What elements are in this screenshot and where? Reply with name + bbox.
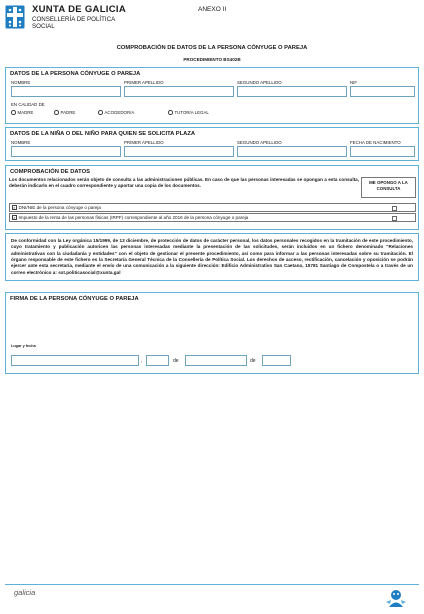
child-first-surname-field[interactable]	[124, 146, 234, 157]
role-radio-legal-guardian[interactable]: TUTOR/A LEGAL	[168, 110, 209, 115]
spouse-first-surname-field[interactable]	[124, 86, 234, 97]
role-radio-father[interactable]: PADRE	[54, 110, 75, 115]
data-protection-notice	[5, 233, 419, 281]
signature-section	[5, 292, 419, 374]
verification-text: Los documentos relacionados serán objeto de consulta a las administraciones públicas. En caso de que las personas interesadas se opongan a esta consulta, deberán indicarlo en el cuadro correspondiente y aportar una copia de los documentos.	[9, 177, 359, 189]
role-radio-mother[interactable]: MADRE	[11, 110, 33, 115]
month-field[interactable]	[185, 355, 247, 366]
procedure-code: PROCEDIMIENTO BS402B	[183, 57, 241, 62]
notice-email: sxt.politicasocial@xunta.gal	[58, 269, 121, 275]
child-name-label: NOMBRE	[11, 140, 31, 145]
place-date-label: Lugar y fecha	[11, 344, 36, 348]
logo-title: XUNTA DE GALICIA	[32, 4, 126, 15]
oppose-dni-checkbox[interactable]	[392, 206, 397, 211]
xunta-logo	[5, 4, 135, 36]
comma-separator: ,	[141, 358, 143, 364]
footer-divider	[5, 584, 419, 585]
verification-section-heading: COMPROBACIÓN DE DATOS	[10, 169, 90, 175]
role-label: EN CALIDAD DE	[11, 102, 45, 107]
notice-text: De conformidad con la Ley orgánica 15/1999, de 13 diciembre, de protección de datos de carácter personal, los datos personales recogidos en la tramitación de este procedimiento, cuyo tratamiento y publicación autoricen las personas interesadas mediante la presentación de las solicitudes, serán incluidos en un fichero denominado "Relaciones administrativas con la ciudadanía y entidades" con el objeto de gestionar el presente procedimiento, así como para informar a las personas interesadas sobre su tramitación. El órgano responsable de este fichero es la Secretaría General Técnica de la Consellería de Política Social. Los derechos de acceso, rectificación, cancelación y oposición se podrán ejercer ante esta secretaría, mediante el envío de una comunicación a la siguiente dirección: Edificio Administrativo San Caetano, 15781 Santiago de Compostela o a través de un correo electrónico a:	[11, 238, 413, 275]
spouse-second-surname-label: SEGUNDO APELLIDO	[237, 80, 282, 85]
radio-circle-icon	[11, 110, 16, 115]
document-row-dni: × DNI/NIE de la persona cónyuge o pareja	[9, 203, 416, 212]
child-birth-date-label: FECHA DE NACIMIENTO	[350, 140, 401, 145]
child-first-surname-label: PRIMER APELLIDO	[124, 140, 164, 145]
child-data-section	[5, 127, 419, 161]
document-title: COMPROBACIÓN DE DATOS DE LA PERSONA CÓNYUGE O PAREJA	[116, 45, 308, 51]
checked-icon: ×	[13, 215, 16, 221]
spouse-second-surname-field[interactable]	[237, 86, 347, 97]
child-second-surname-field[interactable]	[237, 146, 347, 157]
spouse-first-surname-label: PRIMER APELLIDO	[124, 80, 164, 85]
child-second-surname-label: SEGUNDO APELLIDO	[237, 140, 282, 145]
data-verification-section	[5, 165, 419, 230]
de-separator-1: de	[173, 358, 179, 364]
spouse-nif-field[interactable]	[350, 86, 415, 97]
child-section-heading: DATOS DE LA NIÑA O DEL NIÑO PARA QUIEN SE SOLICITA PLAZA	[10, 131, 196, 137]
place-field[interactable]	[11, 355, 139, 366]
spouse-name-label: NOMBRE	[11, 80, 31, 85]
annex-label: ANEXO II	[198, 6, 227, 13]
child-name-field[interactable]	[11, 146, 121, 157]
radio-circle-icon	[98, 110, 103, 115]
role-radio-foster[interactable]: ACOGEDOR/A	[98, 110, 134, 115]
spouse-name-field[interactable]	[11, 86, 121, 97]
logo-subtitle: CONSELLERÍA DE POLÍTICA SOCIAL	[32, 16, 116, 31]
xacobeo-mascot-icon	[383, 587, 409, 609]
day-field[interactable]	[146, 355, 169, 366]
signature-heading: FIRMA DE LA PERSONA CÓNYUGE O PAREJA	[10, 296, 139, 302]
spouse-section-heading: DATOS DE LA PERSONA CÓNYUGE O PAREJA	[10, 71, 141, 77]
year-field[interactable]	[262, 355, 291, 366]
oppose-irpf-checkbox[interactable]	[392, 216, 397, 221]
radio-circle-icon	[168, 110, 173, 115]
document-row-irpf: × Impuesto de la renta de las personas físicas (IRPF) correspondiente al año 2016 de la persona cónyuge o pareja	[9, 213, 416, 222]
spouse-nif-label: NIF	[350, 80, 358, 85]
galicia-logo: galicia	[14, 588, 36, 597]
radio-circle-icon	[54, 110, 59, 115]
spouse-data-section	[5, 67, 419, 124]
checked-icon: ×	[13, 205, 16, 211]
xunta-cross-icon	[5, 5, 25, 29]
oppose-consult-header: ME OPONGO A LA CONSULTA	[361, 177, 416, 198]
child-birth-date-field[interactable]	[350, 146, 415, 157]
de-separator-2: de	[250, 358, 256, 364]
